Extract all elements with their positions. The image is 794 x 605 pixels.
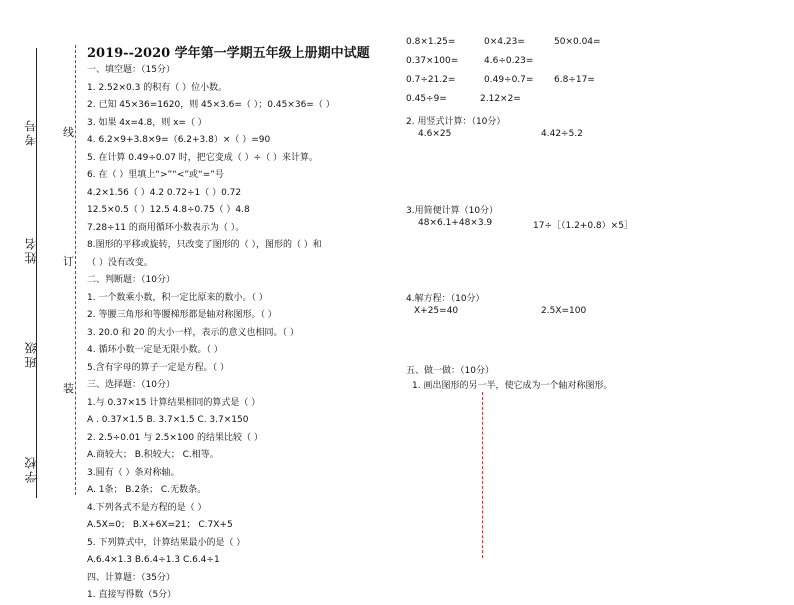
left-line: 1. 一个数乘小数，积一定比原来的数小。（ ） bbox=[87, 292, 268, 303]
oral-item: 2.12×2= bbox=[480, 94, 521, 104]
left-line: 5.含有字母的算子一定是方程。（ ） bbox=[87, 362, 229, 373]
school-underline bbox=[36, 372, 37, 452]
equation-heading: 4.解方程：（10分） bbox=[406, 294, 485, 304]
left-line: A. 1条； B.2条； C.无数条。 bbox=[87, 485, 207, 495]
draw-item: 1. 画出图形的另一半，使它成为一个轴对称图形。 bbox=[412, 381, 613, 391]
seal-line-char: 线 bbox=[63, 126, 74, 139]
oral-row-3 bbox=[406, 75, 595, 85]
left-line: 3. 如果 4x=4.8，则 x=（ ） bbox=[87, 117, 207, 128]
oral-item: 0.37×100= bbox=[406, 56, 459, 66]
oral-item: 0.45÷9= bbox=[406, 94, 447, 104]
left-line: 3. 20.0 和 20 的大小一样，表示的意义也相同。（ ） bbox=[87, 327, 299, 338]
class-label: 班级 bbox=[24, 340, 38, 368]
left-line: 5. 在计算 0.49÷0.07 时，把它变成（ ）÷（ ）来计算。 bbox=[87, 152, 319, 163]
vertical-heading: 2. 用竖式计算：（10分） bbox=[406, 117, 506, 127]
oral-item: 0.8×1.25= bbox=[406, 37, 456, 47]
left-line: 三、选择题：（10分） bbox=[87, 380, 175, 390]
equation-item-1: X+25=40 bbox=[414, 306, 459, 316]
class-underline bbox=[36, 265, 37, 335]
left-line: 4.下列各式不是方程的是（ ） bbox=[87, 502, 207, 513]
seal-bind-char: 订 bbox=[63, 255, 74, 268]
left-line: 一、填空题：（15分） bbox=[87, 65, 175, 75]
left-column bbox=[87, 62, 335, 605]
left-line: 2. 2.5÷0.01 与 2.5×100 的结果比较（ ） bbox=[87, 432, 263, 443]
left-line: A . 0.37×1.5 B. 3.7×1.5 C. 3.7×150 bbox=[87, 415, 249, 425]
oral-item: 0×4.23= bbox=[484, 37, 525, 47]
left-line: 1.与 0.37×15 计算结果相同的算式是（ ） bbox=[87, 397, 261, 408]
left-line: 3.圆有（ ）条对称轴。 bbox=[87, 467, 180, 478]
left-line: A.6.4×1.3 B.6.4÷1.3 C.6.4÷1 bbox=[87, 555, 220, 565]
oral-item: 6.8÷17= bbox=[554, 75, 595, 85]
left-line: 4.2×1.56（ ）4.2 0.72÷1（ ）0.72 bbox=[87, 187, 242, 198]
school-label: 学校 bbox=[24, 455, 38, 483]
left-line: 12.5×0.5（ ）12.5 4.8÷0.75（ ）4.8 bbox=[87, 205, 250, 215]
simplify-item-2: 17÷［（1.2+0.8）×5］ bbox=[533, 221, 633, 231]
oral-item: 0.49÷0.7= bbox=[484, 75, 534, 85]
left-line: A.5X=0； B.X+6X=21； C.7X+5 bbox=[87, 520, 233, 530]
equation-item-2: 2.5X=100 bbox=[541, 306, 587, 316]
name-underline bbox=[36, 150, 37, 230]
oral-row-4 bbox=[406, 94, 521, 104]
oral-row-2 bbox=[406, 56, 533, 66]
left-line: 四、计算题：（35分） bbox=[87, 572, 175, 583]
exam-no-underline bbox=[36, 48, 37, 112]
vertical-item-1: 4.6×25 bbox=[418, 129, 452, 139]
left-line: 4. 循环小数一定是无限小数。（ ） bbox=[87, 345, 223, 355]
seal-staple-char: 装 bbox=[63, 382, 74, 395]
left-line: 二、判断题：（10分） bbox=[87, 275, 175, 285]
left-line: A.商较大； B.积较大； C.相等。 bbox=[87, 450, 219, 460]
draw-heading: 五、做一做：（10分） bbox=[406, 366, 494, 376]
left-line: 6. 在（ ）里填上“>”“<”或“=”号 bbox=[87, 170, 224, 180]
page-title: 2019--2020 学年第一学期五年级上册期中试题 bbox=[87, 46, 370, 61]
exam-no-label: 考号 bbox=[24, 118, 38, 146]
left-line: 2. 等腰三角形和等腰梯形都是轴对称图形。（ ） bbox=[87, 310, 277, 320]
left-line: 2. 已知 45×36=1620，则 45×3.6=（ ）；0.45×36=（ ） bbox=[87, 100, 335, 110]
oral-item: 0.7÷21.2= bbox=[406, 75, 456, 85]
seal-dashed-line bbox=[75, 45, 76, 495]
simplify-heading: 3.用简便计算（10分） bbox=[406, 206, 499, 216]
simplify-item-1: 48×6.1+48×3.9 bbox=[418, 218, 493, 228]
oral-item: 50×0.04= bbox=[554, 37, 601, 47]
left-line: 8.图形的平移或旋转，只改变了图形的（ ），图形的（ ）和 bbox=[87, 240, 322, 250]
left-line: 7.28÷11 的商用循环小数表示为（ ）。 bbox=[87, 222, 245, 233]
left-line: （ ）没有改变。 bbox=[87, 257, 153, 268]
left-line: 1. 2.52×0.3 的积有（ ）位小数。 bbox=[87, 82, 228, 93]
name-label: 姓名 bbox=[24, 236, 38, 264]
symmetry-axis bbox=[482, 392, 483, 558]
vertical-item-2: 4.42÷5.2 bbox=[541, 129, 583, 139]
left-line: 5. 下列算式中，计算结果最小的是（ ） bbox=[87, 537, 246, 548]
left-line: 4. 6.2×9+3.8×9=（6.2+3.8）×（ ）=90 bbox=[87, 135, 271, 145]
left-line: 1. 直接写得数（5分） bbox=[87, 590, 177, 600]
oral-row-1 bbox=[406, 37, 601, 47]
oral-item: 4.6÷0.23= bbox=[484, 56, 534, 66]
